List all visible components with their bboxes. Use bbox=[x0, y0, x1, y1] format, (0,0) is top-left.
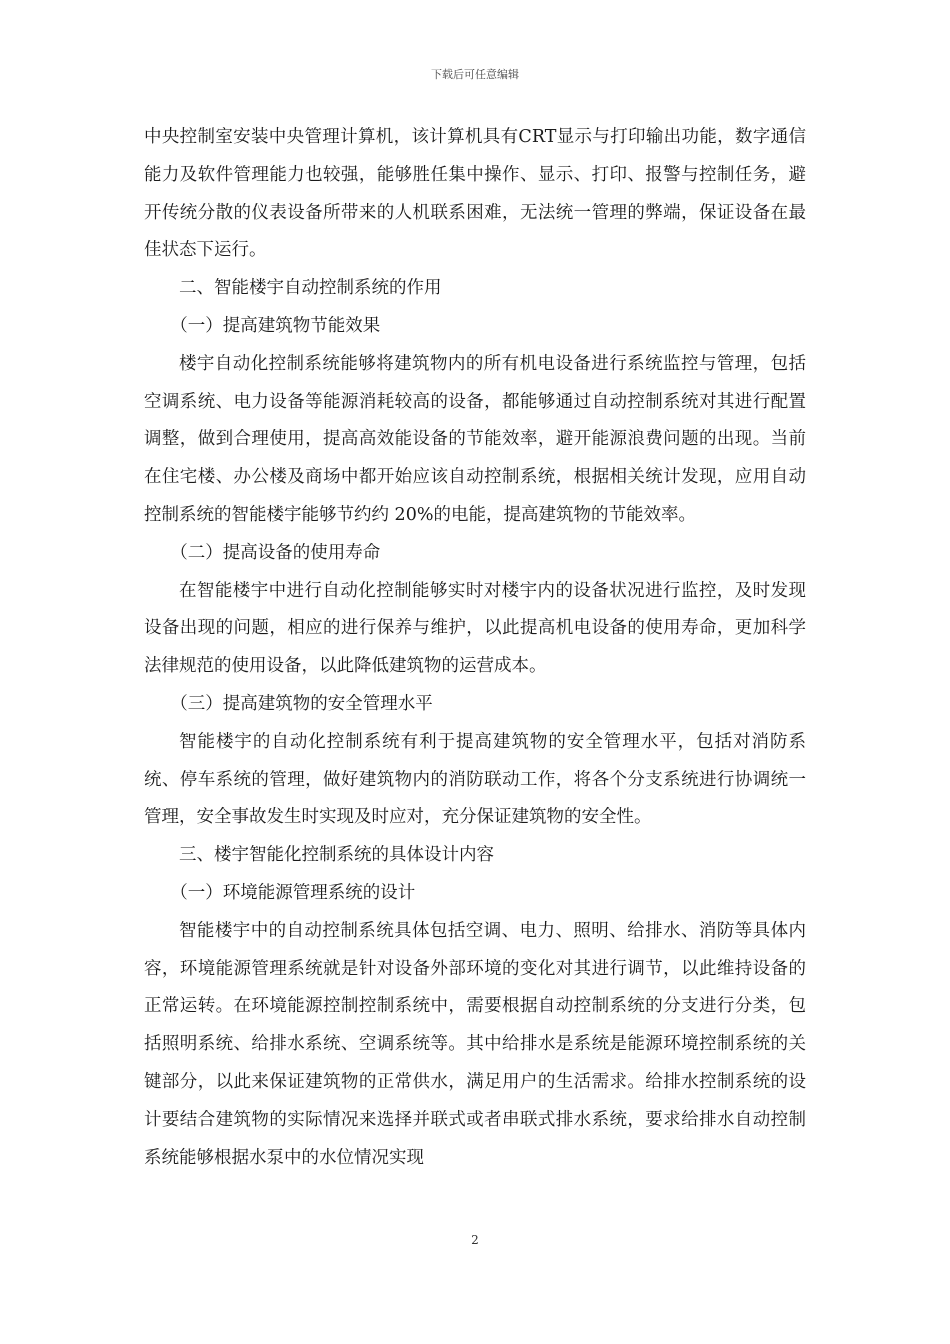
paragraph-equipment-life: 在智能楼宇中进行自动化控制能够实时对楼宇内的设备状况进行监控，及时发现设备出现的问题，相应的进行保养与维护，以此提高机电设备的使用寿命，更加科学法律规范的使用设备，以此降低建筑物的运营成本。 bbox=[144, 580, 806, 677]
paragraph-safety: 智能楼宇的自动化控制系统有利于提高建筑物的安全管理水平，包括对消防系统、停车系统的管理，做好建筑物内的消防联动工作，将各个分支系统进行协调统一管理，安全事故发生时实现及时应对，充分保证建筑物的安全性。 bbox=[144, 731, 806, 828]
subheading-energy-saving: （一）提高建筑物节能效果 bbox=[170, 315, 381, 336]
page-number: 2 bbox=[471, 1233, 479, 1247]
subheading-safety: （三）提高建筑物的安全管理水平 bbox=[170, 693, 433, 714]
section-heading-3: 三、楼宇智能化控制系统的具体设计内容 bbox=[179, 845, 494, 866]
subheading-environment-energy: （一）环境能源管理系统的设计 bbox=[170, 882, 416, 903]
page-header: 下载后可任意编辑 bbox=[431, 68, 519, 81]
paragraph-energy-saving: 楼宇自动化控制系统能够将建筑物内的所有机电设备进行系统监控与管理，包括空调系统、电力设备等能源消耗较高的设备，都能够通过自动控制系统对其进行配置调整，做到合理使用，提高高效能设备的节能效率，避开能源浪费问题的出现。当前在住宅楼、办公楼及商场中都开始应该自动控制系统，根据相关统计发现，应用自动控制系统的智能楼宇能够节约约 20%的电能，提高建筑物的节能效率。 bbox=[144, 353, 806, 525]
document-body bbox=[144, 119, 806, 1177]
subheading-equipment-life: （二）提高设备的使用寿命 bbox=[170, 542, 381, 563]
section-heading-2: 二、智能楼宇自动控制系统的作用 bbox=[179, 278, 442, 299]
paragraph-environment-energy: 智能楼宇中的自动控制系统具体包括空调、电力、照明、给排水、消防等具体内容，环境能源管理系统就是针对设备外部环境的变化对其进行调节，以此维持设备的正常运转。在环境能源控制控制系统中，需要根据自动控制系统的分支进行分类，包括照明系统、给排水系统、空调系统等。其中给排水是系统是能源环境控制系统的关键部分，以此来保证建筑物的正常供水，满足用户的生活需求。给排水控制系统的设计要结合建筑物的实际情况来选择并联式或者串联式排水系统，要求给排水自动控制系统能够根据水泵中的水位情况实现 bbox=[144, 920, 806, 1168]
paragraph-control-room: 中央控制室安装中央管理计算机，该计算机具有CRT显示与打印输出功能，数字通信能力及软件管理能力也较强，能够胜任集中操作、显示、打印、报警与控制任务，避开传统分散的仪表设备所带来的人机联系困难，无法统一管理的弊端，保证设备在最佳状态下运行。 bbox=[144, 127, 806, 261]
